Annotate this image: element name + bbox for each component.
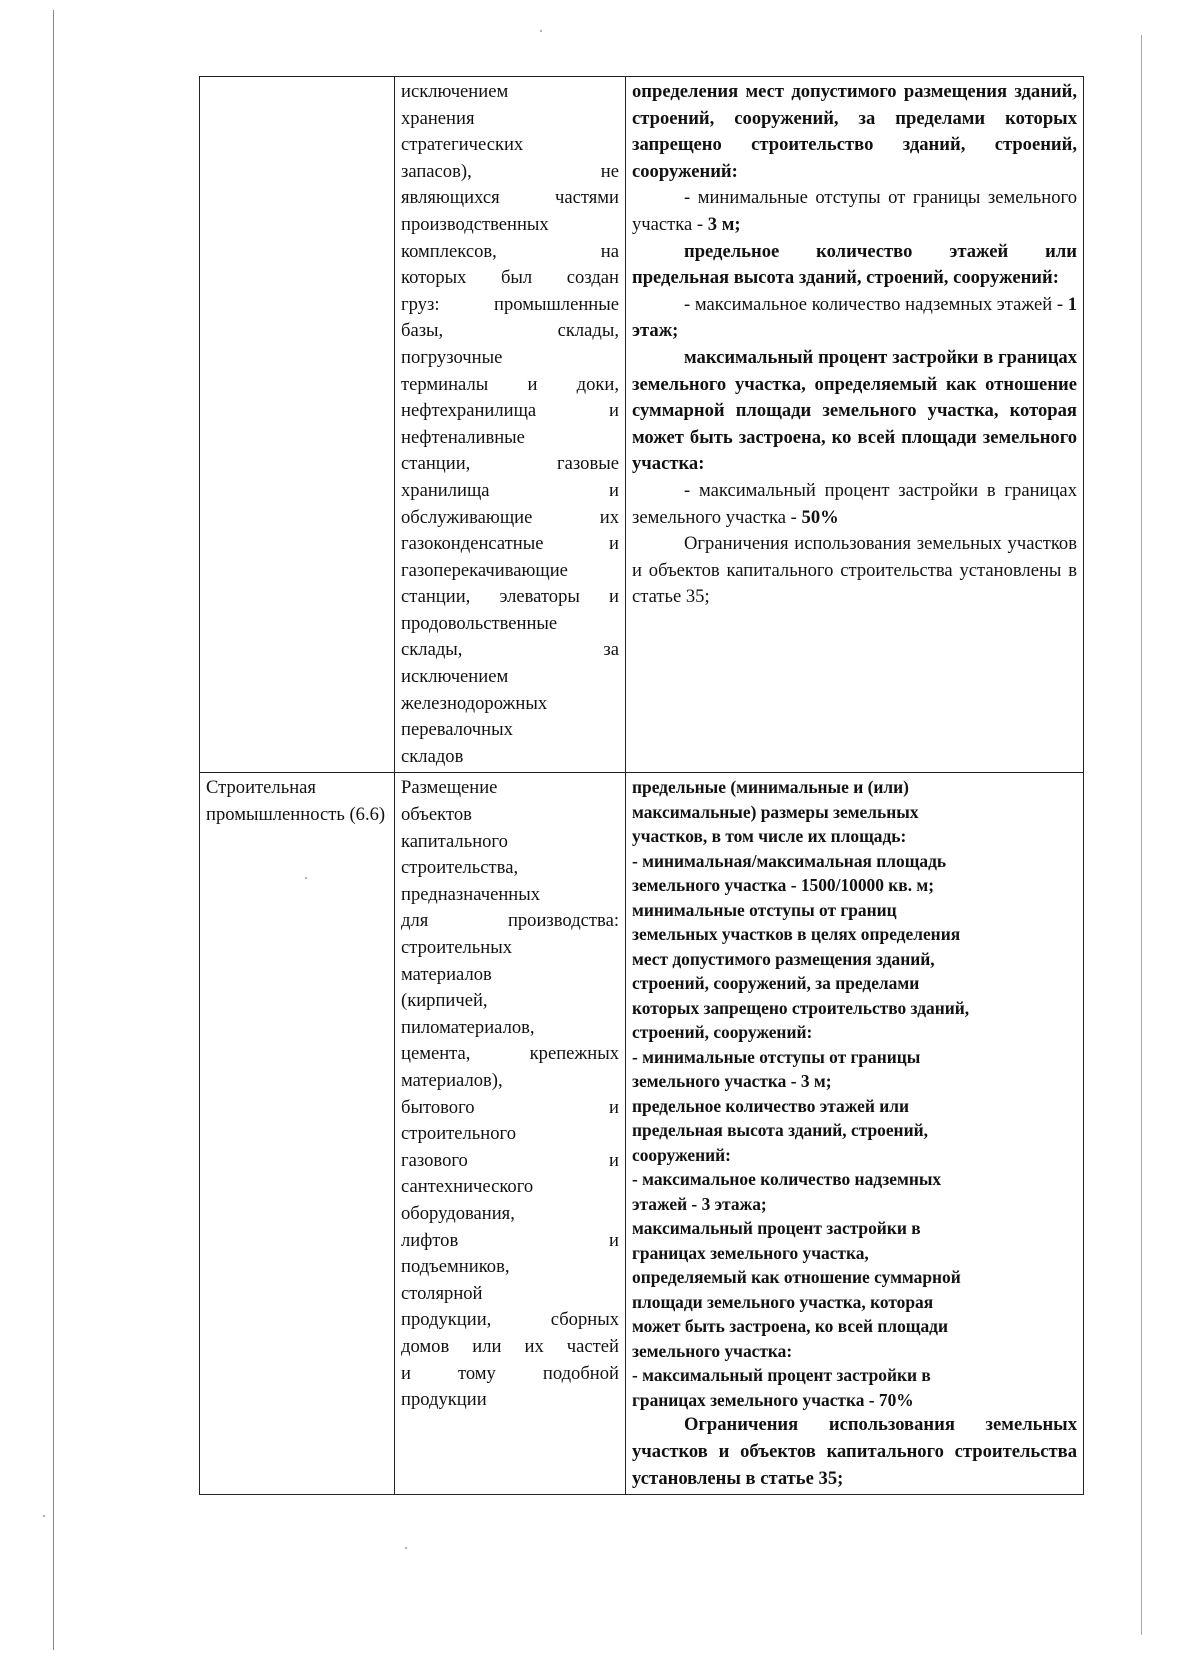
- description-line: объектов: [401, 804, 472, 826]
- description-line: обслуживающие их: [401, 506, 619, 528]
- description-line: Размещение: [401, 777, 498, 799]
- description-line: нефтехранилища и: [401, 400, 619, 422]
- param-line: границах земельного участка - 70%: [632, 1389, 914, 1410]
- scan-speck: [540, 30, 542, 32]
- description-line: капитального: [401, 830, 508, 852]
- param-text: предельное количество этажей или предельная высота зданий, строений, сооружений:: [632, 240, 1077, 289]
- description-line: исключением: [401, 666, 509, 688]
- description-line: хранения: [401, 107, 475, 129]
- description-line: перевалочных: [401, 719, 513, 741]
- param-line: определяемый как отношение суммарной: [632, 1267, 961, 1288]
- parameters-cell: [626, 773, 1084, 1495]
- param-line: - максимальное количество надземных: [632, 1169, 942, 1190]
- description-line: лифтов и: [401, 1229, 619, 1251]
- param-line: - минимальные отступы от границы: [632, 1046, 921, 1067]
- use-description: [401, 775, 619, 1413]
- description-line: которых был создан: [401, 267, 619, 289]
- scan-edge-left: [53, 10, 54, 1650]
- description-line: груз: промышленные: [401, 293, 619, 315]
- param-line: строений, сооружений:: [632, 1022, 813, 1043]
- param-line: которых запрещено строительство зданий,: [632, 997, 970, 1018]
- param-text: - максимальный процент застройки в границах земельного участка - 50%: [632, 479, 1077, 528]
- description-line: складов: [401, 745, 464, 767]
- description-line: строительных: [401, 937, 513, 958]
- param-line: участков, в том числе их площадь:: [632, 826, 907, 847]
- param-line: предельное количество этажей или: [632, 1095, 910, 1116]
- description-line: исключением: [401, 81, 509, 102]
- description-line: склады, за: [401, 639, 619, 661]
- use-name-cell: [200, 773, 395, 1495]
- description-line: бытового и: [401, 1096, 619, 1118]
- param-text: - минимальные отступы от границы земельного участка - 3 м;: [632, 187, 1077, 235]
- param-line: - максимальный процент застройки в: [632, 1365, 931, 1386]
- param-text: - максимальное количество надземных этажей - 1 этаж;: [632, 293, 1077, 342]
- description-line: домов или их частей: [401, 1335, 619, 1357]
- param-line: земельного участка - 1500/10000 кв. м;: [632, 875, 935, 896]
- description-line: газового и: [401, 1149, 619, 1171]
- param-line: этажей - 3 этажа;: [632, 1193, 767, 1214]
- description-line: пиломатериалов,: [401, 1016, 535, 1038]
- table-row: [200, 773, 1084, 1495]
- description-line: столярной: [401, 1282, 483, 1304]
- param-line: минимальные отступы от границ: [632, 899, 897, 920]
- param-text: Ограничения использования земельных участков и объектов капитального строительства установлены в статье 35;: [632, 533, 1077, 608]
- description-line: строительства,: [401, 857, 519, 879]
- description-line: сантехнического: [401, 1176, 534, 1198]
- param-text: определения мест допустимого размещения зданий, строений, сооружений, за пределами которых запрещено строительство зданий, строений, сооружений:: [632, 81, 1077, 182]
- description-line: нефтеналивные: [401, 426, 525, 448]
- description-line: строительного: [401, 1123, 516, 1145]
- description-line: погрузочные: [401, 346, 503, 368]
- description-line: терминалы и доки,: [401, 373, 619, 395]
- param-line: предельная высота зданий, строений,: [632, 1120, 928, 1141]
- description-line: для производства:: [401, 910, 619, 932]
- param-line: границах земельного участка,: [632, 1242, 869, 1263]
- description-line: (кирпичей,: [401, 990, 488, 1012]
- param-line: мест допустимого размещения зданий,: [632, 948, 935, 969]
- use-name: Строительная промышленность (6.6): [206, 777, 386, 826]
- description-line: хранилища и: [401, 479, 619, 501]
- param-line: может быть застроена, ко всей площади: [632, 1316, 949, 1337]
- description-line: цемента, крепежных: [401, 1043, 619, 1065]
- description-line: подъемников,: [401, 1256, 510, 1278]
- param-line: земельного участка - 3 м;: [632, 1071, 832, 1092]
- param-line: земельных участков в целях определения: [632, 924, 961, 945]
- land-use-table: [199, 76, 1084, 1495]
- description-line: стратегических: [401, 134, 524, 156]
- param-text: Ограничения использования земельных участков и объектов капитального строительства установлены в статье 35;: [632, 1414, 1077, 1489]
- description-line: продовольственные: [401, 612, 558, 634]
- use-description-cell: [395, 773, 626, 1495]
- description-line: материалов: [401, 963, 492, 985]
- description-line: базы, склады,: [401, 320, 619, 342]
- scan-speck: [43, 1515, 45, 1517]
- scan-speck: [405, 1547, 407, 1549]
- param-line: предельные (минимальные и (или): [632, 777, 909, 798]
- scan-edge-right: [1141, 35, 1142, 1635]
- description-line: комплексов, на: [401, 240, 619, 262]
- param-line: сооружений:: [632, 1144, 731, 1165]
- description-line: газоперекачивающие: [401, 559, 568, 581]
- param-line: земельного участка:: [632, 1340, 793, 1361]
- param-line: площади земельного участка, которая: [632, 1291, 934, 1312]
- description-line: запасов), не: [401, 160, 619, 182]
- description-line: предназначенных: [401, 883, 541, 905]
- param-line: - минимальная/максимальная площадь: [632, 850, 947, 871]
- description-line: оборудования,: [401, 1202, 515, 1224]
- param-line: максимальные) размеры земельных: [632, 801, 919, 822]
- table-row: [200, 77, 1084, 773]
- description-line: являющихся частями: [401, 187, 619, 209]
- use-name-cell: [200, 77, 395, 773]
- param-line: строений, сооружений, за пределами: [632, 973, 920, 994]
- use-description-cell: [395, 77, 626, 773]
- description-line: продукции: [401, 1389, 487, 1411]
- use-description: [401, 79, 619, 770]
- param-line: максимальный процент застройки в: [632, 1218, 921, 1239]
- description-line: материалов),: [401, 1069, 503, 1091]
- description-line: станции, элеваторы и: [401, 586, 619, 608]
- description-line: железнодорожных: [401, 692, 548, 714]
- param-text: максимальный процент застройки в границах земельного участка, определяемый как отношение суммарной площади земельного участка, которая может быть застроена, ко всей площади земельного участка:: [632, 346, 1077, 475]
- description-line: производственных: [401, 213, 549, 235]
- parameters-cell: [626, 77, 1084, 773]
- description-line: продукции, сборных: [401, 1309, 619, 1331]
- description-line: газоконденсатные и: [401, 533, 619, 555]
- description-line: станции, газовые: [401, 453, 619, 475]
- params-block: [632, 775, 1077, 1412]
- description-line: и тому подобной: [401, 1362, 619, 1384]
